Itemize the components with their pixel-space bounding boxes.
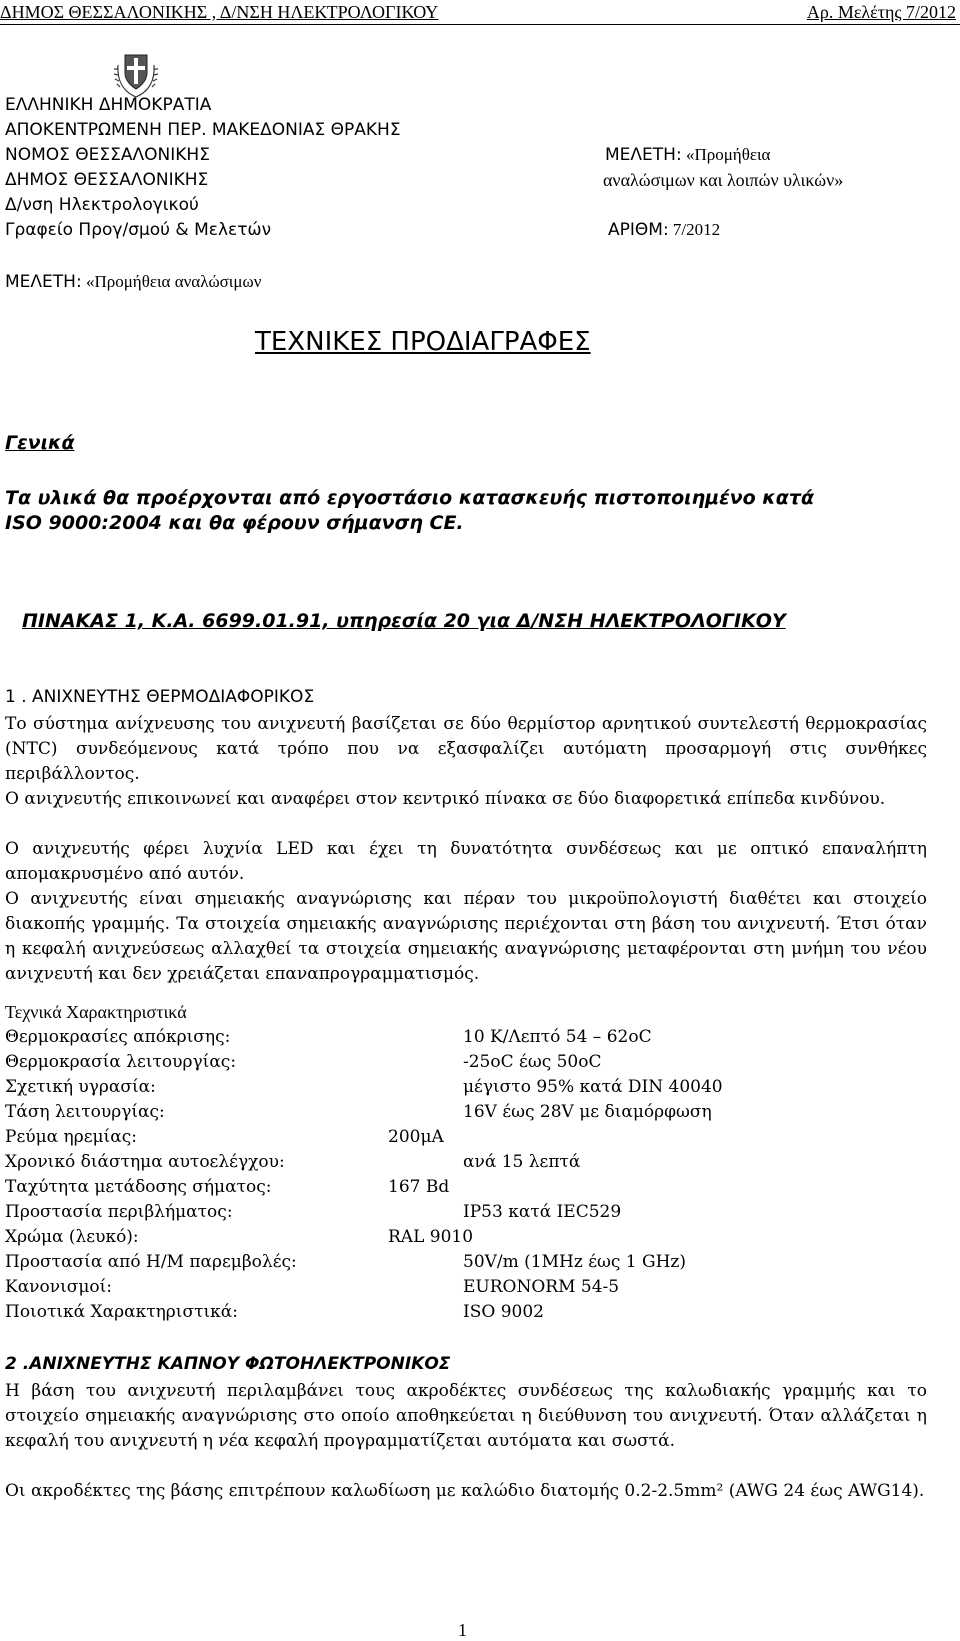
spec-label: Χρώμα (λευκό): [5,1227,139,1247]
item1-paragraph-1: Το σύστημα ανίχνευσης του ανιχνευτή βασίζεται σε δύο θερμίστορ αρνητικού συντελεστή θερμοκρασίας (NTC) συνδεόμενους κατά τρόπο που να εξασφαλίζει αυτόματη προσαρμογή στις συνθήκες περιβάλλοντος. [5,714,927,784]
letterhead-line: ΕΛΛΗΝΙΚΗ ΔΗΜΟΚΡΑΤΙΑ [5,95,212,115]
general-line-1: Τα υλικά θα προέρχονται από εργοστάσιο κατασκευής πιστοποιημένο κατά [5,487,815,509]
spec-label: Ταχύτητα μετάδοσης σήματος: [5,1177,272,1197]
letterhead-line: Γραφείο Προγ/σμού & Μελετών [5,220,272,240]
spec-label: Κανονισμοί: [5,1277,113,1297]
item1-paragraph-3: Ο ανιχνευτής φέρει λυχνία LED και έχει τη δυνατότητα συνδέσεως και με οπτικό επαναλήπτη απομακρυσμένο από αυτόν. [5,839,927,884]
greek-emblem-icon [114,47,158,99]
spec-label: Θερμοκρασίες απόκρισης: [5,1027,231,1047]
letterhead-line: Δ/νση Ηλεκτρολογικού [5,195,199,215]
spec-label: Προστασία περιβλήματος: [5,1202,233,1222]
running-header [0,0,960,25]
study-title-part2: αναλώσιμων και λοιπών υλικών» [603,170,844,190]
spec-value: μέγιστο 95% κατά DIN 40040 [463,1077,723,1097]
spec-label: Χρονικό διάστημα αυτοελέγχου: [5,1152,285,1172]
item1-heading: 1 . ΑΝΙΧΝΕΥΤΗΣ ΘΕΡΜΟΔΙΑΦΟΡΙΚΟΣ [5,687,315,707]
item2-heading: 2 .ΑΝΙΧΝΕΥΤΗΣ ΚΑΠΝΟΥ ΦΩΤΟΗΛΕΚΤΡΟΝΙΚΟΣ [5,1354,451,1374]
table-heading: ΠΙΝΑΚΑΣ 1, Κ.Α. 6699.01.91, υπηρεσία 20 για Δ/ΝΣΗ ΗΛΕΚΤΡΟΛΟΓΙΚΟΥ [22,610,786,632]
item1-paragraph-4: Ο ανιχνευτής είναι σημειακής αναγνώρισης και πέραν του μικροϋπολογιστή διαθέτει και στοιχείο διακοπής γραμμής. Τα στοιχεία σημειακής αναγνώρισης περιέχονται στη βάση του ανιχνευτή. Έτσι όταν η κεφαλή ανιχνεύσεως αλλαχθεί τα στοιχεία σημειακής αναγνώρισης μεταφέρονται στη μνήμη του νέου ανιχνευτή και δεν χρειάζεται επαναπρογραμματισμός. [5,889,927,984]
study-number [608,220,720,240]
subject-label: ΜΕΛΕΤΗ: [5,272,82,292]
subject-line [5,272,261,292]
letterhead-line: ΝΟΜΟΣ ΘΕΣΣΑΛΟΝΙΚΗΣ [5,145,210,165]
letterhead-line: ΑΠΟΚΕΝΤΡΩΜΕΝΗ ΠΕΡ. ΜΑΚΕΔΟΝΙΑΣ ΘΡΑΚΗΣ [5,120,401,140]
spec-value: 10 Κ/Λεπτό 54 – 62oC [463,1027,652,1047]
study-title-part1: «Προμήθεια [681,145,771,164]
spec-value: RAL 9010 [388,1227,474,1247]
general-line-2: ISO 9000:2004 και θα φέρουν σήμανση CE. [5,512,464,534]
spec-value: 50V/m (1MHz έως 1 GHz) [463,1252,687,1272]
spec-value: IP53 κατά IEC529 [463,1202,622,1222]
item1-paragraph-2: Ο ανιχνευτής επικοινωνεί και αναφέρει στον κεντρικό πίνακα σε δύο διαφορετικά επίπεδα κινδύνου. [5,789,886,809]
spec-value: 16V έως 28V με διαμόρφωση [463,1102,712,1122]
spec-label: Ρεύμα ηρεμίας: [5,1127,137,1147]
spec-value: 200μΑ [388,1127,444,1147]
spec-label: Ποιοτικά Χαρακτηριστικά: [5,1302,238,1322]
page-title: ΤΕΧΝΙΚΕΣ ΠΡΟΔΙΑΓΡΑΦΕΣ [255,327,591,357]
study-label: ΜΕΛΕΤΗ: [605,145,682,165]
general-heading: Γενικά [5,432,75,454]
letterhead-line: ΔΗΜΟΣ ΘΕΣΣΑΛΟΝΙΚΗΣ [5,170,209,190]
spec-value: ανά 15 λεπτά [463,1152,581,1172]
item2-paragraph-2: Οι ακροδέκτες της βάσης επιτρέπουν καλωδίωση με καλώδιο διατομής 0.2-2.5mm² (AWG 24 έως AWG14). [5,1481,925,1501]
study-line-1 [605,145,770,165]
running-header-right: Αρ. Μελέτης 7/2012 [806,2,956,22]
spec-label: Προστασία από Η/Μ παρεμβολές: [5,1252,297,1272]
item2-paragraph-1: Η βάση του ανιχνευτή περιλαμβάνει τους ακροδέκτες συνδέσεως της καλωδιακής γραμμής και το στοιχείο σημειακής αναγνώρισης στο οποίο αποθηκεύεται η διεύθυνση του ανιχνευτή. Όταν αλλάζεται η κεφαλή του ανιχνευτή η νέα κεφαλή προγραμματίζεται αυτόματα και σωστά. [5,1381,927,1451]
number-value: 7/2012 [668,220,721,239]
number-label: ΑΡΙΘΜ: [608,220,669,240]
specs-heading: Τεχνικά Χαρακτηριστικά [5,1002,187,1022]
subject-value: «Προμήθεια αναλώσιμων [81,272,262,291]
spec-label: Τάση λειτουργίας: [5,1102,165,1122]
running-header-left: ΔΗΜΟΣ ΘΕΣΣΑΛΟΝΙΚΗΣ , Δ/ΝΣΗ ΗΛΕΚΤΡΟΛΟΓΙΚΟΥ [0,2,439,22]
spec-label: Σχετική υγρασία: [5,1077,156,1097]
spec-value: ISO 9002 [463,1302,544,1322]
spec-value: EURONORM 54-5 [463,1277,620,1297]
page-number: 1 [458,1620,467,1640]
spec-value: -25oC έως 50oC [463,1052,602,1072]
spec-label: Θερμοκρασία λειτουργίας: [5,1052,237,1072]
spec-value: 167 Bd [388,1177,450,1197]
